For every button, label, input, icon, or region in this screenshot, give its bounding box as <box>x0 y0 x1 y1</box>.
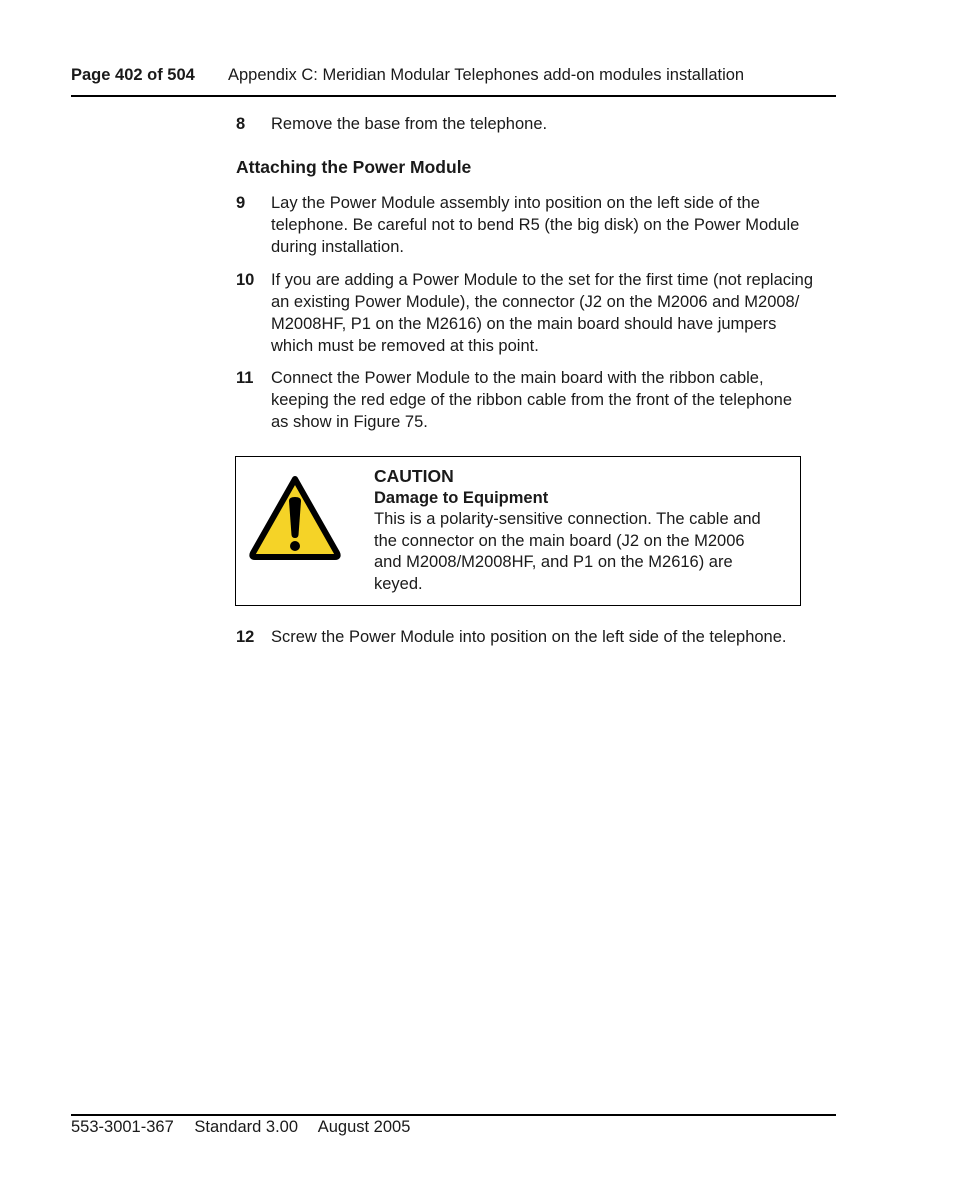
step-number: 9 <box>236 194 246 212</box>
text-line: keeping the red edge of the ribbon cable from the front of the telephone <box>271 391 793 409</box>
caution-subheading: Damage to Equipment <box>374 488 549 507</box>
text-line: If you are adding a Power Module to the set for the first time (not replacing <box>271 271 814 289</box>
step-number: 11 <box>236 369 254 387</box>
step-number: 10 <box>236 271 255 289</box>
text-line: and M2008/M2008HF, and P1 on the M2616) are <box>374 553 733 571</box>
step-number: 12 <box>236 628 255 646</box>
doc-number: 553-3001-367 <box>71 1118 174 1136</box>
step-text: Screw the Power Module into position on the left side of the telephone. <box>271 628 787 646</box>
step-text <box>271 192 836 258</box>
text-line: which must be removed at this point. <box>271 337 539 355</box>
standard-version: Standard 3.00 <box>194 1118 299 1136</box>
text-line: the connector on the main board (J2 on the M2006 <box>374 531 745 550</box>
page-header <box>71 66 836 85</box>
step-text <box>271 367 836 433</box>
text-line: This is a polarity-sensitive connection. The cable and <box>374 510 761 528</box>
page-number: Page 402 of 504 <box>71 66 195 84</box>
warning-triangle-icon <box>247 473 343 561</box>
caution-body <box>374 466 794 595</box>
text-line: Lay the Power Module assembly into position on the left side of the <box>271 194 760 212</box>
text-line: during installation. <box>271 238 404 256</box>
step-number: 8 <box>236 115 246 133</box>
footer-rule <box>71 1114 836 1116</box>
header-title: Appendix C: Meridian Modular Telephones add-on modules installation <box>228 66 745 84</box>
text-line: M2008HF, P1 on the M2616) on the main board should have jumpers <box>271 315 777 333</box>
page-footer <box>71 1118 426 1137</box>
text-line: keyed. <box>374 574 423 593</box>
step-text <box>271 269 836 357</box>
caution-text <box>374 509 794 595</box>
section-title: Attaching the Power Module <box>236 157 472 177</box>
publish-date: August 2005 <box>317 1118 411 1136</box>
step-text: Remove the base from the telephone. <box>271 115 548 133</box>
caution-heading: CAUTION <box>374 466 454 486</box>
text-line: telephone. Be careful not to bend R5 (the big disk) on the Power Module <box>271 216 800 234</box>
text-line: Connect the Power Module to the main board with the ribbon cable, <box>271 369 764 387</box>
text-line: an existing Power Module), the connector (J2 on the M2006 and M2008/ <box>271 293 800 311</box>
caution-box <box>235 456 801 606</box>
header-rule <box>71 95 836 97</box>
text-line: as show in Figure 75. <box>271 413 428 431</box>
